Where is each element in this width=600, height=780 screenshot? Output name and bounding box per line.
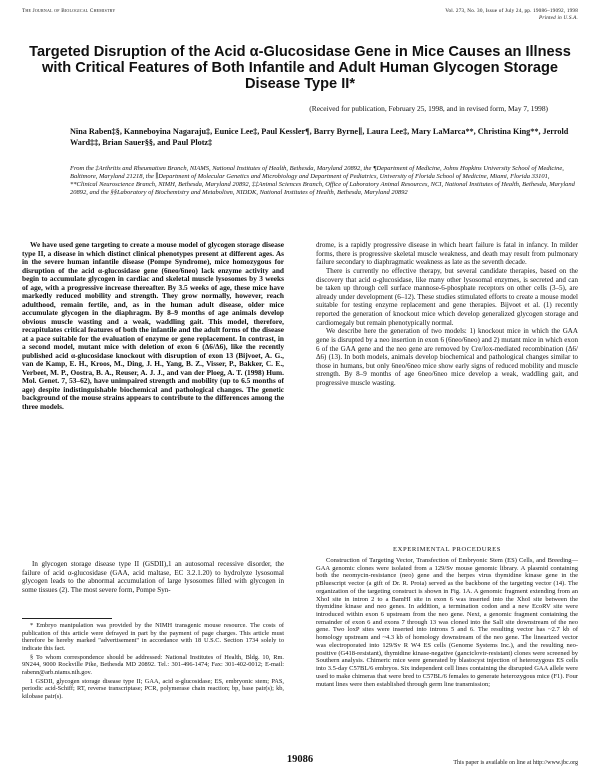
author-list: Nina Raben‡§, Kanneboyina Nagaraju‡, Eunice Lee‡, Paul Kessler¶, Barry Byrne∥, Laura Lee‡, Mary LaMarca**, Christina King**, Jerrold Ward‡‡, Brian Sauer§§, and Paul Plotz‡: [70, 127, 569, 147]
footnote: 1 GSDII, glycogen storage disease type II; GAA, acid α-glucosidase; ES, embryonic stem; PAS, periodic acid-Schiff; RT, reverse transcriptase; PCR, polymerase chain reaction; bp, base pair(s); kb, kilobase pair(s).: [22, 677, 284, 700]
footnote: § To whom correspondence should be addressed: National Institutes of Health, Bldg. 10, Rm. 9N244, 9000 Rockville Pike, Bethesda MD 20892. Tel.: 301-496-1474; Fax: 301-402-0012; E-mail: rabenn@arb.niams.nih.gov.: [22, 653, 284, 677]
footnotes: [22, 622, 284, 701]
print-line: Printed in U.S.A.: [539, 14, 578, 21]
affiliations: From the ‡Arthritis and Rheumatism Branch, NIAMS, National Institutes of Health, Bethesda, Maryland 20892, the ¶Department of Medicine, Johns Hopkins University School of Medicine, Baltimore, Maryland 21218, the ∥Department of Molecular Genetics and Microbiology and Department of Pediatrics, University of Florida School of Medicine, Miami, Florida 33101, **Clinical Neuroscience Branch, NIMH, Bethesda, Maryland 20892, ‡‡Animal Sciences Branch, Office of Laboratory Animal Resources, NCI, National Institutes of Health, Bethesda, Maryland 20892, and the §§Laboratory of Biochemistry and Metabolism, NIDDK, National Institutes of Health, Bethesda, Maryland 20892: [70, 165, 575, 196]
article-title: Targeted Disruption of the Acid α-Glucosidase Gene in Mice Causes an Illness with Critical Features of Both Infantile and Adult Human Glycogen Storage Disease Type II*: [29, 44, 571, 93]
received-dates: (Received for publication, February 25, 1998, and in revised form, May 7, 1998): [309, 104, 548, 113]
body-paragraph: We describe here the generation of two models: 1) knockout mice in which the GAA gene is disrupted by a neo insertion in exon 6 (6neo/6neo) and 2) mutant mice in which exon 6 of the GAA gene and the neo gene are removed by Cre/lox-mediated recombination (Δ6/Δ6) (13). In both models, animals develop biochemical and pathological changes similar to those in humans, but only 6neo/6neo mice show early signs of reduced mobility and muscle strength. By 8–9 months of age 6neo/6neo mice develop a weak, waddling gait, and progressive muscle wasting.: [316, 327, 578, 387]
body-paragraph: drome, is a rapidly progressive disease in which heart failure is fatal in infancy. In milder forms, there is progressive skeletal muscle weakness, and death may result from pulmonary failure secondary to diaphragmatic weakness as late as the seventh decade.: [316, 241, 578, 267]
introduction-continued: [316, 241, 578, 388]
abstract-text: We have used gene targeting to create a mouse model of glycogen storage disease type II, a disease in which distinct clinical phenotypes present at different ages. As in the severe human infantile disease (Pompe Syndrome), mice homozygous for disruption of the acid α-glucosidase gene (6neo/6neo) lack enzyme activity and begin to accumulate glycogen in cardiac and skeletal muscle lysosomes by 3 weeks of age, with a progressive increase thereafter. By 3.5 weeks of age, these mice have markedly reduced mobility and strength. They grow normally, however, reach adulthood, remain fertile, and, as in the human adult disease, older mice accumulate glycogen in the diaphragm. By 8–9 months of age animals develop obvious muscle wasting and a weak, waddling gait. This model, therefore, recapitulates critical features of both the infantile and the adult forms of the disease at a pace suitable for the evaluation of enzyme or gene replacement. In contrast, in a second model, mutant mice with deletion of exon 6 (Δ6/Δ6), like the recently published acid α-glucosidase knockout with disruption of exon 13 (Bijvoet, A. G., van de Kamp, E. H., Kroos, M., Ding, J. H., Yang, B. Z., Visser, P., Bakker, C. E., Verbeet, M. P., Oostra, B. A., Reuser, A. J. J., and van der Ploeg, A. T. (1998) Hum. Mol. Genet. 7, 53–62), have unimpaired strength and mobility (up to 6.5 months of age) despite indistinguishable biochemical and pathological changes. The genetic background of the mouse strains appears to contribute to the differences among the three models.: [22, 240, 284, 411]
section-heading: EXPERIMENTAL PROCEDURES: [392, 546, 502, 553]
methods-paragraph: Construction of Targeting Vector, Transfection of Embryonic Stem (ES) Cells, and Breeding—GAA genomic clones were isolated from a 129/Sv mouse genomic library. A plasmid containing both the neomycin-resistance (neo) gene and the herpes virus thymidine kinase gene in the pBluescript vector (a gift of Dr. R. Proia) served as the backbone of the targeting vector (14). The organization of the targeting construct is shown in Fig. 1A. A genomic fragment extending from an XhoI site in intron 2 to a BamHI site in exon 6 was inserted into the XhoI site between the thymidine kinase and neo genes. In addition, a termination codon and a new EcoRV site were introduced within exon 6 upstream from the neo gene. Next, a genomic fragment containing the remainder of exon 6 and exons 7 through 13 was cloned into the SalI site downstream of the neo gene. Two loxP sites were inserted into introns 5 and 6. The resulting vector has ~2.7 kb of homology upstream and ~4.3 kb of homology downstream of the neo gene. The linearized vector was electroporated into 129/Sv R W4 ES cells (Genome Systems Inc.), and the resulting neo-positive (G418-resistant), thymidine kinase-negative (ganciclovir-resistant) clones were screened by Southern analysis. Chimeric mice were generated by blastocyst injection of heterozygous ES cells into 3.5-day C57BL/6 embryos. Six independent cell lines containing the disrupted GAA allele were used to make chimeras that were bred to C57BL/6 females to generate heterozygous mice (F1). Four mutant lines were then established through germ line transmission;: [316, 557, 578, 688]
body-paragraph: There is currently no effective therapy, but several candidate therapies, based on the discovery that acid α-glucosidase, like many other lysosomal enzymes, is secreted and can be taken up through cell surface mannose-6-phosphate receptors on other cells (3–5), are already under development (6–12). These studies stimulated efforts to create a mouse model suitable for testing enzyme replacement and gene therapies. Bijvoet et al. (1) recently reported the generation of knockout mice which develop generalized glycogen storage and cardiomegaly but remain phenotypically normal.: [316, 266, 578, 327]
intro-paragraph: In glycogen storage disease type II (GSDII),1 an autosomal recessive disorder, the failure of acid α-glucosidase (GAA, acid maltase, EC 3.2.1.20) to hydrolyze lysosomal glycogen leads to the abnormal accumulation of large lysosomes filled with glycogen in some tissues (2). The most severe form, Pompe Syn-: [22, 560, 284, 594]
journal-name: The Journal of Biological Chemistry: [22, 8, 116, 14]
methods-section: [316, 557, 578, 688]
footnote: * Embryo manipulation was provided by the NIMH transgenic mouse resource. The costs of publication of this article were defrayed in part by the payment of page charges. This article must therefore be hereby marked "advertisement" in accordance with 18 U.S.C. Section 1734 solely to indicate this fact.: [22, 622, 284, 653]
issue-info: [445, 8, 578, 21]
footer-url: This paper is available on line at http://www.jbc.org: [453, 760, 578, 766]
volume-line: Vol. 273, No. 30, Issue of July 24, pp. 19086–19092, 1998: [445, 8, 578, 14]
page-number: 19086: [286, 754, 314, 765]
abstract: [22, 241, 284, 411]
introduction-start: [22, 560, 284, 595]
footnote-divider: [22, 618, 112, 619]
